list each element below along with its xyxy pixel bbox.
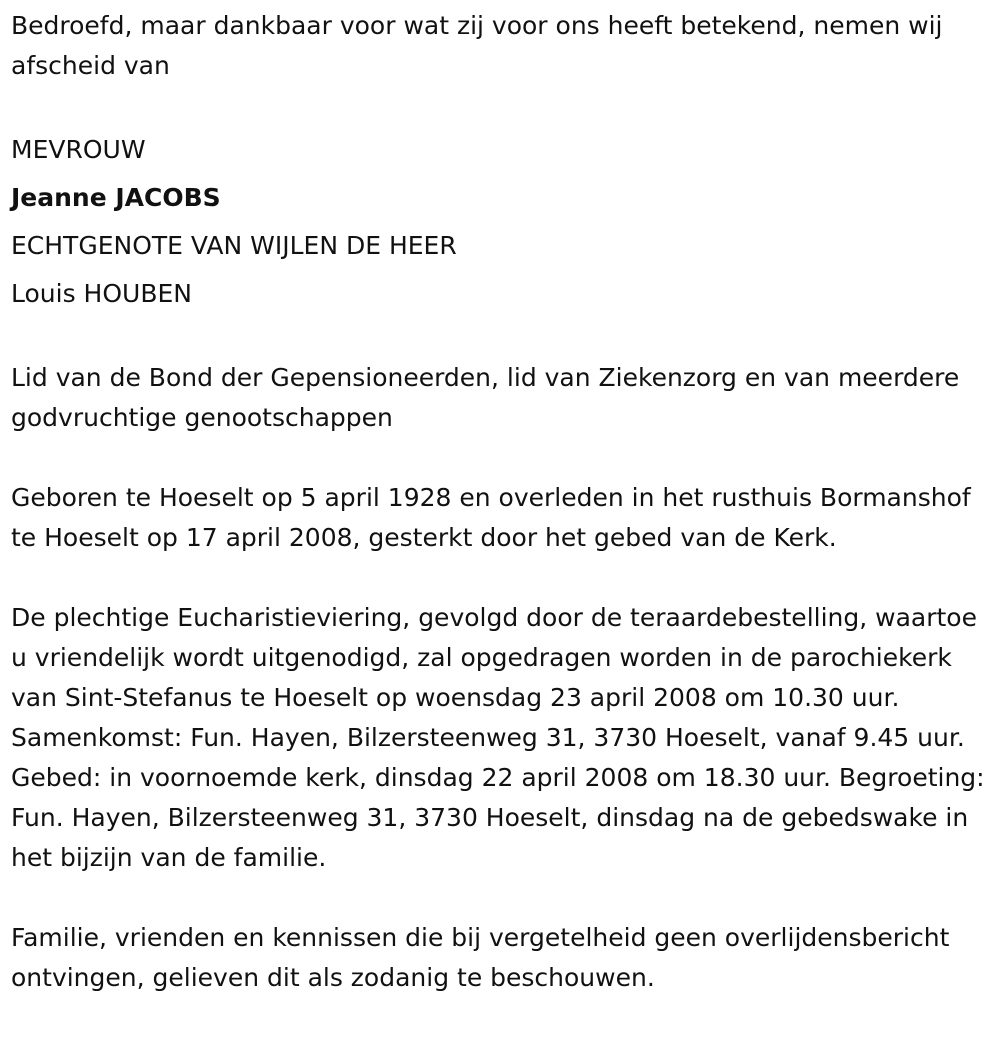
membership-text: Lid van de Bond der Gepensioneerden, lid van Ziekenzorg en van meerdere godvruchtige genootschappen	[11, 363, 960, 432]
obituary-notice	[11, 6, 991, 1038]
spouse-name: Louis HOUBEN	[11, 279, 192, 308]
deceased-block	[11, 126, 991, 318]
deceased-name: Jeanne JACOBS	[11, 183, 221, 212]
intro-text: Bedroefd, maar dankbaar voor wat zij voor ons heeft betekend, nemen wij afscheid van	[11, 11, 943, 80]
birth-death-text: Geboren te Hoeselt op 5 april 1928 en overleden in het rusthuis Bormanshof te Hoeselt op 17 april 2008, gesterkt door het gebed van de Kerk.	[11, 483, 971, 552]
closing-text: Familie, vrienden en kennissen die bij vergetelheid geen overlijdensbericht ontvingen, gelieven dit als zodanig te beschouwen.	[11, 923, 950, 992]
relation-text: ECHTGENOTE VAN WIJLEN DE HEER	[11, 231, 457, 260]
title-text: MEVROUW	[11, 135, 146, 164]
service-text: De plechtige Eucharistieviering, gevolgd door de teraardebestelling, waartoe u vriendelijk wordt uitgenodigd, zal opgedragen worden in de parochiekerk van Sint-Stefanus te Hoeselt op woensdag 23 april 2008 om 10.30 uur. Samenkomst: Fun. Hayen, Bilzersteenweg 31, 3730 Hoeselt, vanaf 9.45 uur. Gebed: in voornoemde kerk, dinsdag 22 april 2008 om 18.30 uur. Begroeting: Fun. Hayen, Bilzersteenweg 31, 3730 Hoeselt, dinsdag na de gebedswake in het bijzijn van de familie.	[11, 603, 985, 872]
